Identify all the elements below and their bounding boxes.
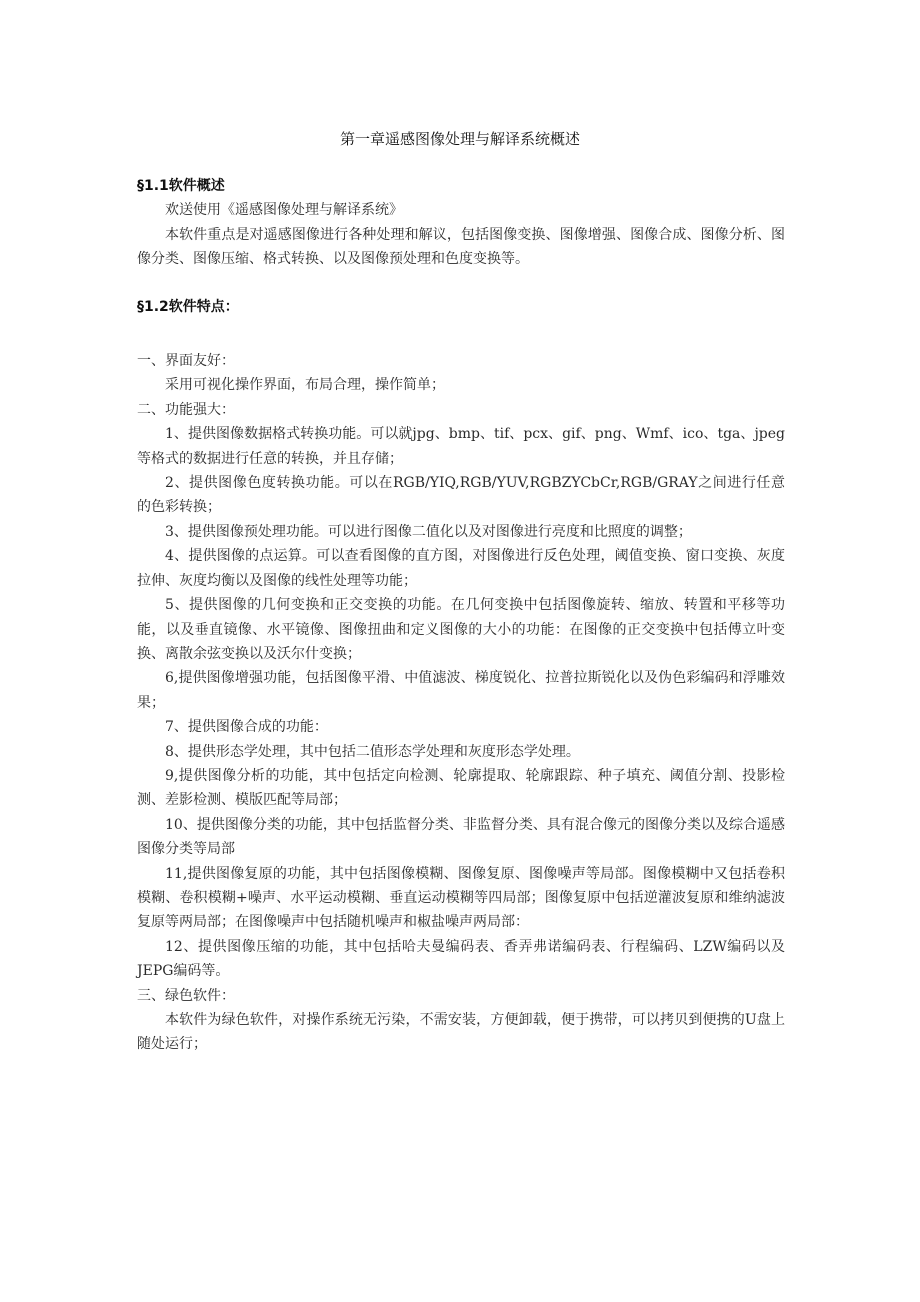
welcome-paragraph: 欢送使用《遥感图像处理与解译系统》 xyxy=(165,202,403,219)
feature-label-interface: 一、界面友好： xyxy=(137,353,235,370)
section-heading-overview: §1.1软件概述 xyxy=(137,178,225,194)
function-item-9: 9,提供图像分析的功能，其中包括定向检测、轮廓提取、轮廓跟踪、种子填充、阈值分割、投影检测、差影检测、模版匹配等局部； xyxy=(137,767,785,809)
function-item-1: 1、提供图像数据格式转换功能。可以就jpg、bmp、tif、pcx、gif、png、Wmf、ico、tga、jpeg等格式的数据进行任意的转换，并且存储； xyxy=(137,426,785,467)
chapter-title: 第一章遥感图像处理与解译系统概述 xyxy=(339,130,580,148)
function-item-11: 11,提供图像复原的功能，其中包括图像模糊、图像复原、图像噪声等局部。图像模糊中又包括卷积模糊、卷积模糊+噪声、水平运动模糊、垂直运动模糊等四局部；图像复原中包括逆灌波复原和维纳滤波复原等两局部；在图像噪声中包括随机噪声和椒盐噪声两局部： xyxy=(137,865,785,931)
function-item-12: 12、提供图像压缩的功能，其中包括哈夫曼编码表、香弄弗诺编码表、行程编码、LZW编码以及JEPG编码等。 xyxy=(137,938,785,980)
section-heading-features: §1.2软件特点： xyxy=(137,298,239,315)
feature-label-green: 三、绿色软件： xyxy=(137,987,235,1004)
function-item-4: 4、提供图像的点运算。可以查看图像的直方图，对图像进行反色处理，阈值变换、窗口变换、灰度拉伸、灰度均衡以及图像的线性处理等功能； xyxy=(137,548,785,589)
intro-paragraph: 本软件重点是对遥感图像进行各种处理和解议，包括图像变换、图像增强、图像合成、图像分析、图像分类、图像压缩、格式转换、以及图像预处理和色度变换等。 xyxy=(137,226,785,268)
function-item-3: 3、提供图像预处理功能。可以进行图像二值化以及对图像进行亮度和比照度的调整； xyxy=(165,523,692,540)
function-item-6: 6,提供图像增强功能，包括图像平滑、中值滤波、梯度锐化、拉普拉斯锐化以及伪色彩编码和浮雕效果； xyxy=(137,670,785,711)
feature-text-green: 本软件为绿色软件，对操作系统无污染，不需安装，方便卸载，便于携带，可以拷贝到便携的U盘上随处运行； xyxy=(137,1012,785,1053)
function-item-2: 2、提供图像色度转换功能。可以在RGB/YIQ,RGB/YUV,RGBZYCbCr,RGB/GRAY之间进行任意的色彩转换； xyxy=(137,475,785,516)
function-item-8: 8、提供形态学处理，其中包括二值形态学处理和灰度形态学处理。 xyxy=(165,743,580,760)
feature-label-functions: 二、功能强大： xyxy=(137,401,235,418)
feature-text-interface: 采用可视化操作界面，布局合理，操作简单； xyxy=(165,377,445,394)
document-body xyxy=(137,174,785,1057)
function-item-10: 10、提供图像分类的功能，其中包括监督分类、非监督分类、具有混合像元的图像分类以及综合遥感图像分类等局部 xyxy=(137,816,785,858)
function-item-5: 5、提供图像的几何变换和正交变换的功能。在几何变换中包括图像旋转、缩放、转置和平移等功能，以及垂直镜像、水平镜像、图像扭曲和定义图像的大小的功能：在图像的正交变换中包括傅立叶变换、离散余弦变换以及沃尔什变换； xyxy=(137,597,785,662)
function-item-7: 7、提供图像合成的功能： xyxy=(165,719,328,736)
